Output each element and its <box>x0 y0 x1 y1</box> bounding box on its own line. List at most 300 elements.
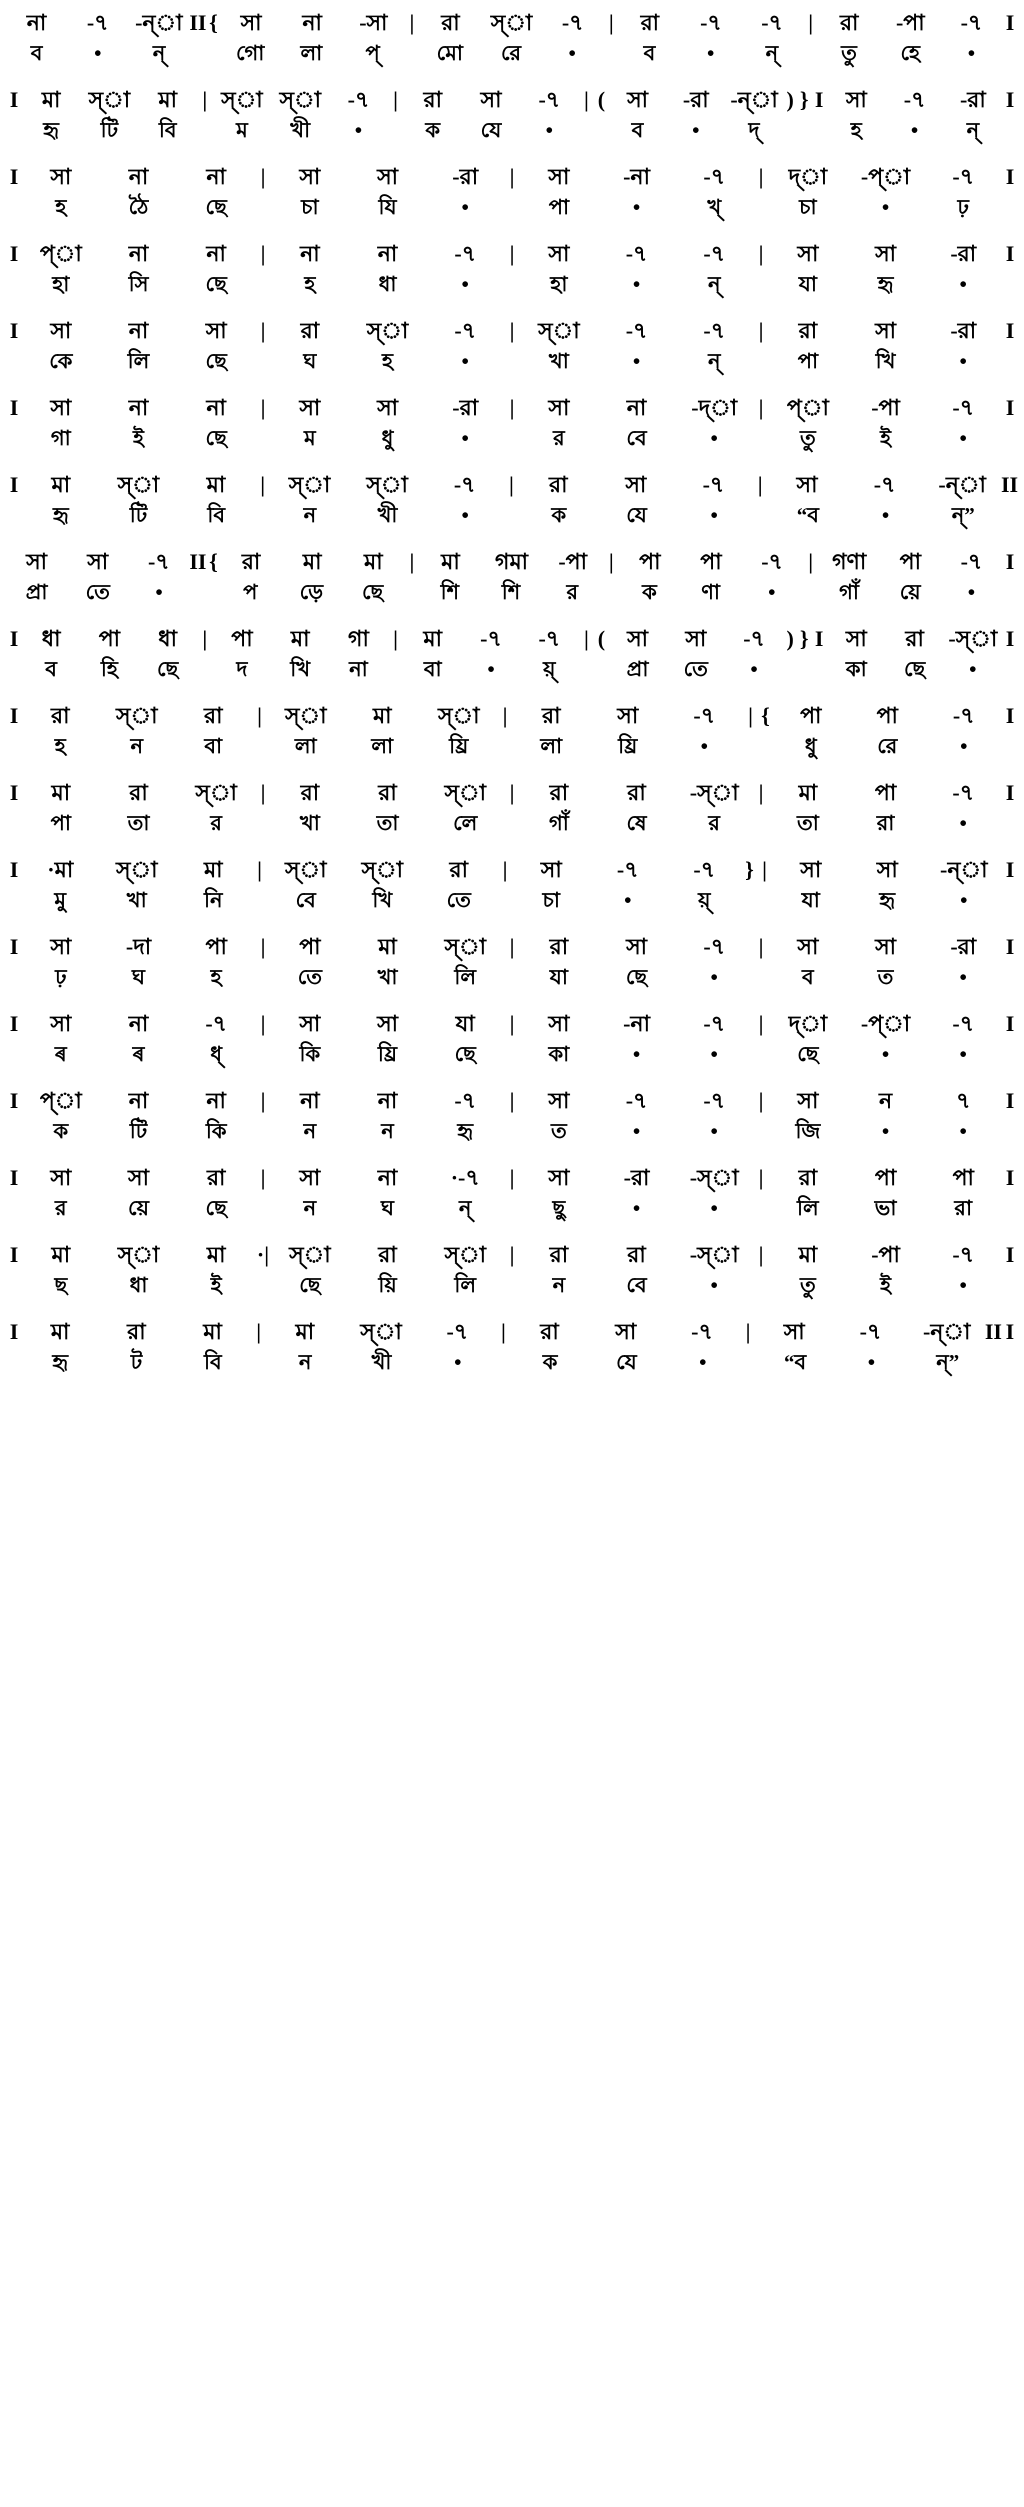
lyrics-row <box>6 1116 1018 1146</box>
barline-token: ) <box>786 87 794 112</box>
notes-row <box>6 547 1018 577</box>
lyric-token: যে <box>616 1350 637 1374</box>
lyrics-row <box>6 423 1018 453</box>
barline-token: I <box>1005 780 1015 805</box>
lyric-token: কি <box>299 1042 321 1066</box>
lyric-token: লি <box>454 1273 477 1297</box>
note-token: পা <box>299 934 321 959</box>
note-token: মা <box>798 1242 818 1267</box>
lyric-token: মো <box>436 41 463 65</box>
note-token: সা <box>540 857 562 882</box>
note-token: দ্া <box>788 1011 828 1036</box>
lyric-token: য়ি <box>378 1273 397 1297</box>
lyric-token: • <box>881 503 890 527</box>
lyric-token: • <box>881 1119 890 1143</box>
note-token: সা <box>548 1088 570 1113</box>
note-token: গা <box>348 626 369 651</box>
note-token: -রা <box>950 241 977 266</box>
note-token: সা <box>845 626 867 651</box>
note-token: -৭ <box>703 1011 726 1036</box>
note-token: না <box>206 241 226 266</box>
lyric-token: লি <box>127 349 150 373</box>
note-token: সা <box>548 241 570 266</box>
lyric-token: ব <box>45 657 57 681</box>
lyric-token: লা <box>294 734 317 758</box>
note-token: সা <box>50 164 72 189</box>
lyric-token: শি <box>501 580 521 604</box>
note-token: স্া <box>288 472 331 497</box>
note-token: সা <box>377 395 398 420</box>
barline-token: | <box>758 395 764 420</box>
note-token: সা <box>205 318 227 343</box>
lyric-token: বে <box>626 426 647 450</box>
lyric-token: খী <box>371 1350 392 1374</box>
lyric-token: পা <box>797 349 819 373</box>
note-token: রা <box>549 780 569 805</box>
notes-row <box>6 932 1018 962</box>
lyrics-row <box>6 115 1018 145</box>
lyric-token: ন্” <box>936 1350 960 1374</box>
lyric-token: হৃ <box>52 503 69 527</box>
lyric-token: ছে <box>205 195 227 219</box>
lyric-token: হ <box>850 118 862 142</box>
lyric-token: লা <box>540 734 563 758</box>
note-token: -স্া <box>689 1165 739 1190</box>
lyric-token: তা <box>127 811 150 835</box>
note-token: রা <box>542 703 561 728</box>
barline-token: | <box>758 1165 764 1190</box>
note-token: -৭ <box>761 549 783 574</box>
note-token: মা <box>372 703 392 728</box>
barline-token: I <box>1005 857 1015 882</box>
lyric-token: হে <box>900 41 921 65</box>
note-token: স্া <box>117 472 160 497</box>
note-token: স্া <box>289 1242 331 1267</box>
note-token: রা <box>839 10 859 35</box>
lyric-token: কা <box>548 1042 570 1066</box>
lyric-token: বে <box>295 888 316 912</box>
lyric-token: ন <box>381 1119 394 1143</box>
lyric-token: যে <box>480 118 502 142</box>
note-token: না <box>377 1088 398 1113</box>
note-token: মা <box>423 626 443 651</box>
barline-token: | <box>758 1011 764 1036</box>
note-token: -৭ <box>700 10 722 35</box>
note-token: মা <box>51 1242 71 1267</box>
lyrics-row <box>6 1270 1018 1300</box>
note-token: মা <box>295 1319 315 1344</box>
note-token: -রা <box>950 934 977 959</box>
lyric-token: ন <box>130 734 144 758</box>
note-token: -৭ <box>702 472 725 497</box>
lyric-token: যি <box>378 195 397 219</box>
lyric-token: • <box>699 1350 707 1374</box>
barline-token: | <box>608 10 614 35</box>
lyric-token: • <box>959 1273 967 1297</box>
notation-stave <box>0 1086 1024 1146</box>
note-token: রা <box>300 780 320 805</box>
notation-stave <box>0 316 1024 376</box>
lyric-token: দ <box>236 657 248 681</box>
barline-token: | <box>745 1319 751 1344</box>
note-token: মা <box>41 87 61 112</box>
lyric-token: ঢ় <box>957 195 969 219</box>
barline-token: I <box>1005 934 1015 959</box>
barline-token: ( <box>597 626 606 651</box>
note-token: না <box>302 10 322 35</box>
note-token: পা <box>800 703 822 728</box>
note-token: রা <box>378 1242 397 1267</box>
barline-token: I <box>9 1011 19 1036</box>
lyric-token: গো <box>236 41 265 65</box>
notation-stave <box>0 239 1024 299</box>
note-token: সা <box>796 472 818 497</box>
note-token: -পা <box>871 395 900 420</box>
lyric-token: হা <box>550 272 568 296</box>
note-token: রা <box>378 780 397 805</box>
note-token: স্া <box>444 780 486 805</box>
note-token: মা <box>302 549 322 574</box>
note-token: -৭ <box>960 549 983 574</box>
lyric-token: তে <box>446 888 471 912</box>
note-token: -৭ <box>703 164 726 189</box>
lyric-token: • <box>768 580 776 604</box>
lyric-token: হা <box>52 272 70 296</box>
lyric-token: • <box>700 734 708 758</box>
lyric-token: য়ে <box>899 580 921 604</box>
lyric-token: • <box>969 657 977 681</box>
note-token: -৭ <box>454 1088 477 1113</box>
barline-token: II <box>189 10 207 35</box>
lyric-token: ম <box>236 118 248 142</box>
note-token: সা <box>299 164 321 189</box>
lyric-token: • <box>706 41 715 65</box>
lyric-token: ঘ <box>132 965 145 989</box>
lyric-token: খ্ <box>707 195 722 219</box>
notation-stave <box>0 932 1024 992</box>
note-token: যা <box>455 1011 475 1036</box>
barline-token: | <box>502 703 508 728</box>
lyric-token: • <box>461 349 469 373</box>
lyric-token: • <box>632 195 641 219</box>
lyric-token: • <box>632 1196 641 1220</box>
lyric-token: জি <box>795 1119 821 1143</box>
lyric-token: • <box>545 118 553 142</box>
lyric-token: হি <box>100 657 118 681</box>
note-token: স্া <box>117 1242 160 1267</box>
note-token: -৭ <box>625 1088 648 1113</box>
barline-token: I <box>9 241 19 266</box>
lyric-token: ছে <box>205 272 227 296</box>
note-token: -৭ <box>952 780 975 805</box>
lyric-token: তু <box>800 426 816 450</box>
lyric-token: খা <box>299 811 320 835</box>
note-token: মা <box>203 1319 222 1344</box>
note-token: স্া <box>115 857 158 882</box>
note-token: মা <box>51 472 71 497</box>
notes-row <box>6 624 1018 654</box>
note-token: সা <box>617 703 639 728</box>
barline-token: I <box>1005 626 1015 651</box>
note-token: -৭ <box>952 703 975 728</box>
notes-row <box>6 239 1018 269</box>
note-token: -৭ <box>454 318 477 343</box>
note-token: -না <box>623 164 650 189</box>
note-token: স্া <box>437 703 480 728</box>
note-token: -৭ <box>625 241 648 266</box>
lyrics-row <box>6 577 1018 607</box>
lyric-token: • <box>960 888 968 912</box>
barline-token: ( <box>597 87 606 112</box>
note-token: -ন্া <box>940 857 988 882</box>
lyric-token: ছে <box>299 1273 321 1297</box>
lyric-token: য্রি <box>618 734 638 758</box>
lyric-token: হৃ <box>52 1350 69 1374</box>
barline-token: ) <box>786 626 794 651</box>
lyrics-row <box>6 654 1018 684</box>
lyric-token: ছু <box>552 1196 566 1220</box>
notation-stave <box>0 8 1024 68</box>
barline-token: | <box>583 626 589 651</box>
barline-token: | <box>409 549 415 574</box>
barline-token: I <box>1005 395 1015 420</box>
lyric-token: ট <box>130 1350 143 1374</box>
lyric-token: র <box>566 580 578 604</box>
lyric-token: ৰ <box>132 1042 145 1066</box>
lyric-token: চা <box>799 195 817 219</box>
lyric-token: বি <box>207 503 226 527</box>
note-token: স্া <box>538 318 580 343</box>
note-token: রা <box>204 703 223 728</box>
lyric-token: ত <box>550 1119 567 1143</box>
note-token: -৭ <box>561 10 584 35</box>
note-token: গমা <box>495 549 529 574</box>
lyrics-row <box>6 731 1018 761</box>
note-token: পা <box>231 626 253 651</box>
lyric-token: টি <box>129 503 148 527</box>
lyrics-row <box>6 808 1018 838</box>
lyric-token: য্রি <box>449 734 469 758</box>
note-token: -দ্া <box>691 395 738 420</box>
note-token: -৭ <box>703 241 726 266</box>
lyric-token: • <box>967 41 976 65</box>
lyric-token: চা <box>301 195 319 219</box>
lyric-token: ন্ <box>707 349 721 373</box>
note-token: সা <box>299 1011 321 1036</box>
barline-token: | <box>393 626 399 651</box>
notation-stave <box>0 162 1024 222</box>
barline-token: I <box>9 1242 19 1267</box>
barline-token: | <box>260 395 266 420</box>
lyric-token: খি <box>290 657 311 681</box>
barline-token: | <box>509 1242 515 1267</box>
note-token: -৭ <box>761 10 783 35</box>
note-token: -রা <box>959 87 986 112</box>
barline-token: } <box>745 857 754 882</box>
note-token: সা <box>783 1319 805 1344</box>
notation-stave <box>0 778 1024 838</box>
notes-row <box>6 162 1018 192</box>
note-token: রা <box>549 934 569 959</box>
notes-row <box>6 855 1018 885</box>
note-token: -৭ <box>616 857 639 882</box>
note-token: স্া <box>221 87 263 112</box>
note-token: স্া <box>284 857 327 882</box>
barline-token: | <box>758 164 764 189</box>
barline-token: I <box>1005 1011 1015 1036</box>
lyric-token: তু <box>800 1273 816 1297</box>
lyric-token: শি <box>440 580 460 604</box>
note-token: রা <box>549 1242 569 1267</box>
lyric-token: হৃ <box>879 888 896 912</box>
lyric-token: টি <box>129 1119 148 1143</box>
note-token: পা <box>952 1165 974 1190</box>
lyric-token: গাঁ <box>839 580 859 604</box>
barline-token: II <box>1000 472 1019 497</box>
barline-token: I <box>9 1165 19 1190</box>
lyric-token: বি <box>158 118 177 142</box>
lyric-token: য়্ <box>698 888 711 912</box>
lyric-token: • <box>710 1042 718 1066</box>
note-token: না <box>626 395 647 420</box>
note-token: সা <box>875 934 897 959</box>
note-token: -৭ <box>625 318 648 343</box>
barline-token: | <box>500 1319 506 1344</box>
notes-row <box>6 470 1018 500</box>
lyric-token: ন্ <box>152 41 166 65</box>
note-token: না <box>206 395 226 420</box>
lyric-token: হৃ <box>43 118 59 142</box>
barline-token: I <box>9 703 19 728</box>
note-token: -৭ <box>454 241 477 266</box>
note-token: ধা <box>158 626 178 651</box>
lyric-token: • <box>959 965 967 989</box>
lyric-token: • <box>632 1119 641 1143</box>
lyrics-row <box>6 346 1018 376</box>
barline-token: | <box>758 241 764 266</box>
lyric-token: য্রি <box>377 1042 398 1066</box>
note-token: সা <box>625 472 647 497</box>
lyric-token: কি <box>205 1119 227 1143</box>
lyric-token: • <box>461 195 469 219</box>
note-token: -৭ <box>347 87 370 112</box>
lyric-token: রা <box>876 811 895 835</box>
barline-token: | <box>509 318 515 343</box>
lyric-token: • <box>568 41 576 65</box>
lyric-token: হ <box>54 734 66 758</box>
note-token: রা <box>627 780 646 805</box>
lyric-token: • <box>710 426 718 450</box>
barline-token: | <box>509 1165 515 1190</box>
barline-token: | <box>393 87 399 112</box>
lyric-token: ক <box>642 580 657 604</box>
note-token: -৭ <box>703 934 726 959</box>
lyric-token: কা <box>845 657 867 681</box>
barline-token: I <box>1005 703 1015 728</box>
note-token: ·-৭ <box>450 1165 480 1190</box>
barline-token: | <box>256 1319 262 1344</box>
note-token: না <box>300 241 320 266</box>
note-token: রা <box>549 472 568 497</box>
note-token: -৭ <box>538 626 561 651</box>
lyric-token: • <box>487 657 495 681</box>
lyric-token: লা <box>371 734 394 758</box>
note-token: -রা <box>623 1165 650 1190</box>
notation-stave <box>0 470 1024 530</box>
note-token: -৭ <box>86 10 109 35</box>
note-token: -৭ <box>873 472 896 497</box>
lyric-token: • <box>461 503 469 527</box>
lyric-token: • <box>632 349 641 373</box>
note-token: রা <box>905 626 924 651</box>
lyric-token: ক <box>425 118 441 142</box>
note-token: পা <box>876 703 898 728</box>
lyric-token: ছে <box>361 580 384 604</box>
lyric-token: বা <box>423 657 442 681</box>
lyric-token: ঢ় <box>55 965 67 989</box>
lyric-token: • <box>454 1350 462 1374</box>
lyric-token: ন্ <box>707 272 721 296</box>
lyric-token: ব <box>643 41 656 65</box>
lyric-token: হ <box>382 349 394 373</box>
lyric-token: • <box>710 1119 718 1143</box>
lyric-token: ছে <box>625 965 648 989</box>
lyric-token: পা <box>548 195 570 219</box>
note-token: মা <box>441 549 460 574</box>
note-token: রা <box>441 10 460 35</box>
lyric-token: ন <box>298 1350 312 1374</box>
barline-token: { <box>209 549 218 574</box>
notation-stave <box>0 1317 1024 1377</box>
barline-token: I <box>814 87 824 112</box>
note-token: সা <box>548 164 570 189</box>
note-token: সা <box>377 164 398 189</box>
barline-token: | <box>257 703 262 728</box>
barline-token: | <box>608 549 614 574</box>
barline-token: I <box>1005 1242 1015 1267</box>
note-token: স্া <box>490 10 533 35</box>
lyric-token: লি <box>454 965 477 989</box>
barline-token: | <box>509 395 515 420</box>
notes-row <box>6 1009 1018 1039</box>
note-token: পা <box>205 934 227 959</box>
lyrics-row <box>6 885 1018 915</box>
lyric-token: ব <box>30 41 43 65</box>
note-token: -৭ <box>952 1011 975 1036</box>
notes-row <box>6 1240 1018 1270</box>
lyric-token: ই <box>880 426 892 450</box>
lyric-token: ছে <box>903 657 926 681</box>
note-token: রা <box>449 857 468 882</box>
lyrics-row <box>6 1347 1018 1377</box>
note-token: রা <box>51 703 70 728</box>
lyric-token: টি <box>100 118 119 142</box>
lyric-token: ক <box>551 503 567 527</box>
note-token: রা <box>627 1242 646 1267</box>
note-token: পা <box>874 780 897 805</box>
note-token: সা <box>627 87 648 112</box>
lyric-token: প <box>243 580 258 604</box>
note-token: -রা <box>452 164 479 189</box>
lyric-token: লে <box>453 811 478 835</box>
note-token: -৭ <box>693 703 716 728</box>
barline-token: I <box>1005 241 1015 266</box>
notes-row <box>6 778 1018 808</box>
notes-row <box>6 1163 1018 1193</box>
lyric-token: নি <box>203 888 223 912</box>
lyric-token: • <box>960 734 968 758</box>
note-token: ধা <box>41 626 61 651</box>
